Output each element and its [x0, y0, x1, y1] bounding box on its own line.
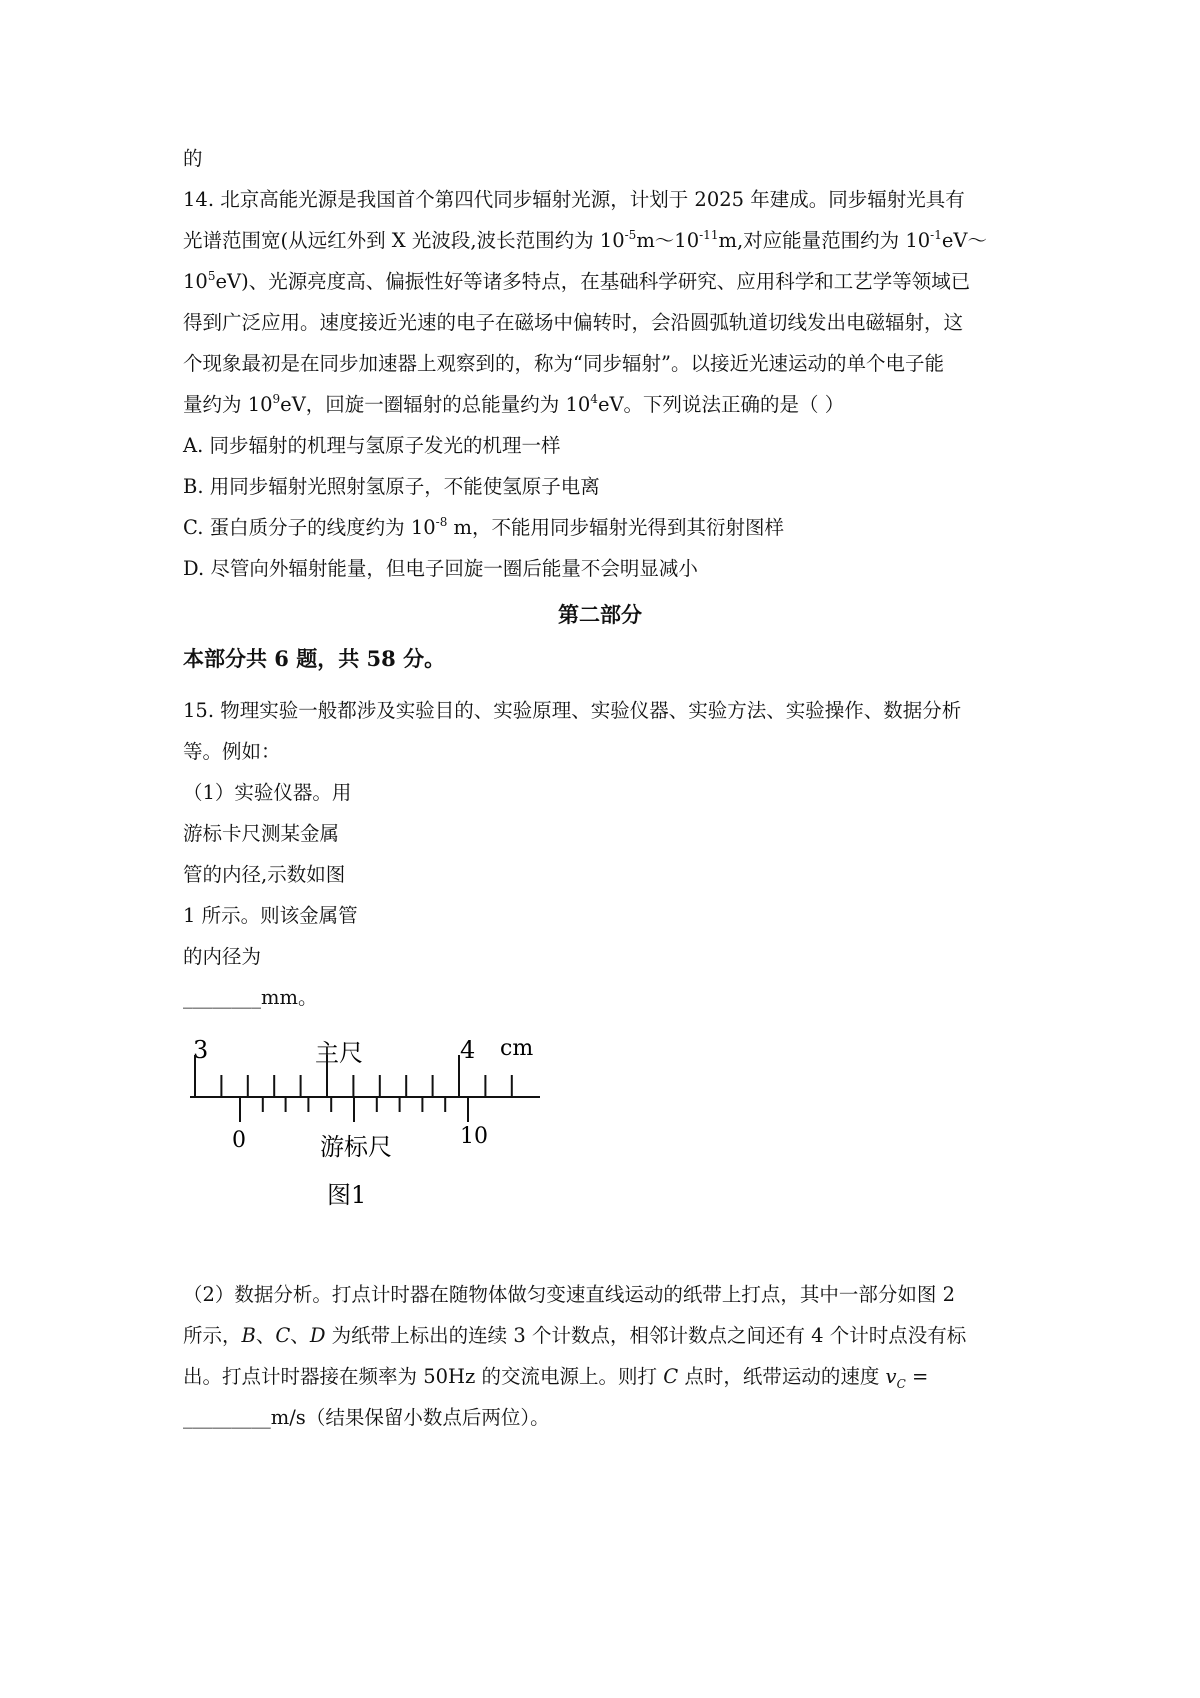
part-two-heading: 第二部分	[558, 602, 642, 627]
question-14-line-4: 得到广泛应用。速度接近光速的电子在磁场中偏转时，会沿圆弧轨道切线发出电磁辐射，这	[183, 311, 964, 334]
question-14-line-3: $10^5eV$)、光源亮度高、偏振性好等诸多特点，在基础科学研究、应用科学和工艺学等领域已	[183, 269, 971, 293]
question-15-part-1-line: 游标卡尺测某金属	[183, 822, 340, 845]
question-14-line-1: 14. 北京高能光源是我国首个第四代同步辐射光源，计划于 2025 年建成。同步辐射光具有	[183, 188, 965, 211]
unit-label: cm	[500, 1036, 534, 1061]
question-14-line-5: 个现象最初是在同步加速器上观察到的，称为“同步辐射”。以接近光速运动的单个电子能	[183, 352, 944, 375]
question-15-part-2-line-3: 出。打点计时器接在频率为 50Hz 的交流电源上。则打 C 点时，纸带运动的速度 $v_C$ =	[183, 1365, 929, 1391]
option-a: A. 同步辐射的机理与氢原子发光的机理一样	[183, 434, 561, 457]
main-scale-title: 主尺	[315, 1039, 363, 1067]
question-15-part-2-line-2: 所示，B、C、D 为纸带上标出的连续 3 个计数点，相邻计数点之间还有 4 个计时点没有标	[183, 1324, 967, 1347]
option-c: C. 蛋白质分子的线度约为 $10^{-8}$ m，不能用同步辐射光得到其衍射图样	[183, 515, 785, 539]
vernier-caliper-diagram	[185, 1025, 555, 1210]
option-b: B. 用同步辐射光照射氢原子，不能使氢原子电离	[183, 475, 600, 498]
vernier-caliper-figure	[185, 1025, 555, 1214]
main-scale-right-label: 4	[460, 1036, 476, 1064]
question-15-part-1-answer-blank: ________mm。	[183, 986, 318, 1009]
vernier-right-label: 10	[460, 1124, 488, 1149]
question-15-line-2: 等。例如：	[183, 740, 281, 763]
option-d: D. 尽管向外辐射能量，但电子回旋一圈后能量不会明显减小	[183, 557, 698, 580]
vernier-scale-title: 游标尺	[320, 1133, 392, 1161]
question-14-line-6: 量约为 $10^9eV$，回旋一圈辐射的总能量约为 $10^4eV$。下列说法正确的是（ ）	[183, 392, 845, 416]
vernier-left-label: 0	[232, 1128, 246, 1153]
question-14-line-2: 光谱范围宽(从远红外到 X 光波段,波长范围约为 $10^{-5}m\sim 10^{-11}m$,对应能量范围约为 $10^{-1}eV\sim$	[183, 228, 987, 252]
question-15-part-2-answer-blank: _________m/s（结果保留小数点后两位）。	[183, 1406, 550, 1429]
question-15-line-1: 15. 物理实验一般都涉及实验目的、实验原理、实验仪器、实验方法、实验操作、数据分析	[183, 699, 962, 722]
question-15-part-1-line: 的内径为	[183, 945, 262, 968]
question-15-part-1-line: 管的内径,示数如图	[183, 863, 346, 886]
question-15-part-1-line: 1 所示。则该金属管	[183, 904, 358, 927]
part-two-subheading: 本部分共 6 题，共 58 分。	[183, 646, 446, 671]
question-15-part-1-line: （1）实验仪器。用	[183, 781, 352, 804]
main-scale-left-label: 3	[193, 1036, 209, 1064]
text-line: 的	[183, 147, 203, 170]
question-15-part-2-line-1: （2）数据分析。打点计时器在随物体做匀变速直线运动的纸带上打点，其中一部分如图 2	[183, 1283, 956, 1306]
figure-caption: 图1	[327, 1181, 367, 1209]
vernier-scale-ticks	[240, 1097, 468, 1122]
